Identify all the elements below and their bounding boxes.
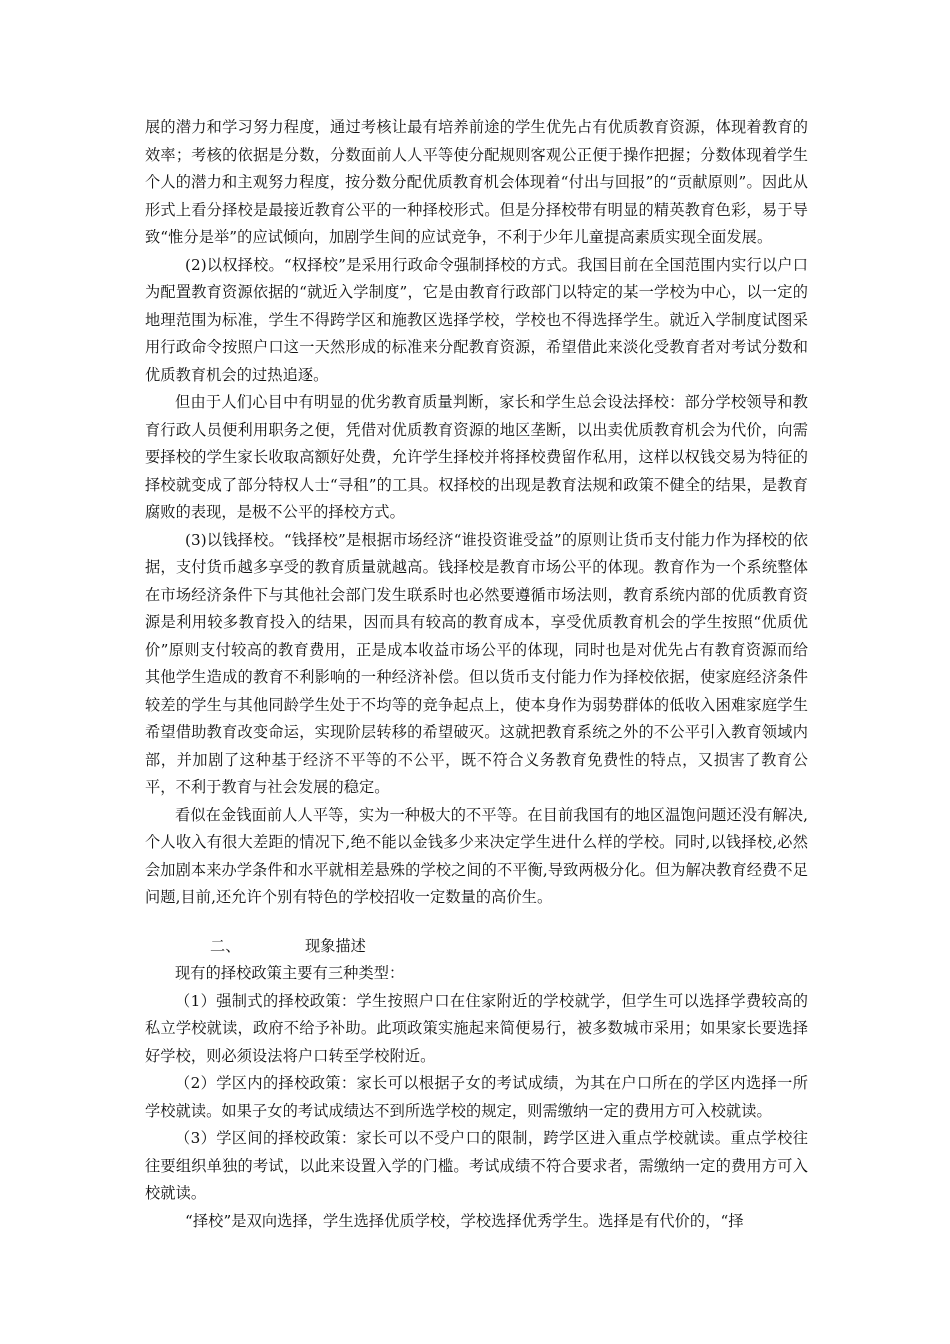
section-title: 现象描述	[305, 936, 366, 955]
paragraph-score-based-selection: 展的潜力和学习努力程度，通过考核让最有培养前途的学生优先占有优质教育资源，体现着教育的效率；考核的依据是分数，分数面前人人平等使分配规则客观公正便于操作把握；分数体现着学生个人的潜力和主观努力程度，按分数分配优质教育机会体现着“付出与回报”的“贡献原则”。因此从形式上看分择校是最接近教育公平的一种择校形式。但是分择校带有明显的精英教育色彩，易于导致“惟分是举”的应试倾向，加剧学生间的应试竞争，不利于少年儿童提高素质实现全面发展。	[145, 118, 808, 246]
paragraph-policy-mandatory: （1）强制式的择校政策：学生按照户口在住家附近的学校就学，但学生可以选择学费较高的私立学校就读，政府不给予补助。此项政策实施起来简便易行，被多数城市采用；如果家长要选择好学校，则必须设法将户口转至学校附近。	[145, 991, 808, 1065]
section-number: 二、	[210, 936, 241, 955]
paragraph-policy-within-district: （2）学区内的择校政策：家长可以根据子女的考试成绩，为其在户口所在的学区内选择一所学校就读。如果子女的考试成绩达不到所选学校的规定，则需缴纳一定的费用方可入校就读。	[145, 1074, 808, 1120]
paragraph-money-based-selection: (3)以钱择校。“钱择校”是根据市场经济“谁投资谁受益”的原则让货币支付能力作为择校的依据，支付货币越多享受的教育质量就越高。钱择校是教育市场公平的体现。教育作为一个系统整体在市场经济条件下与其他社会部门发生联系时也必然要遵循市场法则，教育系统内部的优质教育资源是利用较多教育投入的结果，因而具有较高的教育成本，享受优质教育机会的学生按照“优质优价”原则支付较高的教育费用，正是成本收益市场公平的体现，同时也是对优先占有教育资源而给其他学生造成的教育不利影响的一种经济补偿。但以货币支付能力作为择校依据，使家庭经济条件较差的学生与其他同龄学生处于不均等的竞争起点上，使本身作为弱势群体的低收入困难家庭学生希望借助教育改变命运，实现阶层转移的希望破灭。这就把教育系统之外的不公平引入教育领域内部，并加剧了这种基于经济不平等的不公平，既不符合义务教育免费性的特点，又损害了教育公平，不利于教育与社会发展的稳定。	[145, 530, 808, 796]
paragraph-policy-intro: 现有的择校政策主要有三种类型：	[175, 964, 405, 982]
paragraph-money-inequality: 看似在金钱面前人人平等，实为一种极大的不平等。在目前我国有的地区温饱问题还没有解决,个人收入有很大差距的情况下,绝不能以金钱多少来决定学生进什么样的学校。同时,以钱择校,必然会加剧本来办学条件和水平就相差悬殊的学校之间的不平衡,导致两极分化。但为解决教育经费不足问题,目前,还允许个别有特色的学校招收一定数量的高价生。	[145, 805, 808, 906]
paragraph-power-corruption: 但由于人们心目中有明显的优劣教育质量判断，家长和学生总会设法择校：部分学校领导和教育行政人员便利用职务之便，凭借对优质教育资源的地区垄断，以出卖优质教育机会为代价，向需要择校的学生家长收取高额好处费，允许学生择校并将择校费留作私用，这样以权钱交易为特征的择校就变成了部分特权人士“寻租”的工具。权择校的出现是教育法规和政策不健全的结果，是教育腐败的表现，是极不公平的择校方式。	[145, 393, 808, 521]
section-heading	[145, 933, 808, 961]
paragraph-policy-cross-district: （3）学区间的择校政策：家长可以不受户口的限制，跨学区进入重点学校就读。重点学校往往要组织单独的考试，以此来设置入学的门槛。考试成绩不符合要求者，需缴纳一定的费用方可入校就读。	[145, 1129, 808, 1202]
paragraph-two-way-selection: “择校”是双向选择，学生选择优质学校，学校选择优秀学生。选择是有代价的，“择	[185, 1211, 744, 1230]
body-text	[145, 114, 808, 1235]
paragraph-power-based-selection: (2)以权择校。“权择校”是采用行政命令强制择校的方式。我国目前在全国范围内实行以户口为配置教育资源依据的“就近入学制度”，它是由教育行政部门以特定的某一学校为中心，以一定的地理范围为标准，学生不得跨学区和施教区选择学校，学校也不得选择学生。就近入学制度试图采用行政命令按照户口这一天然形成的标准来分配教育资源，希望借此来淡化受教育者对考试分数和优质教育机会的过热追逐。	[145, 255, 808, 384]
